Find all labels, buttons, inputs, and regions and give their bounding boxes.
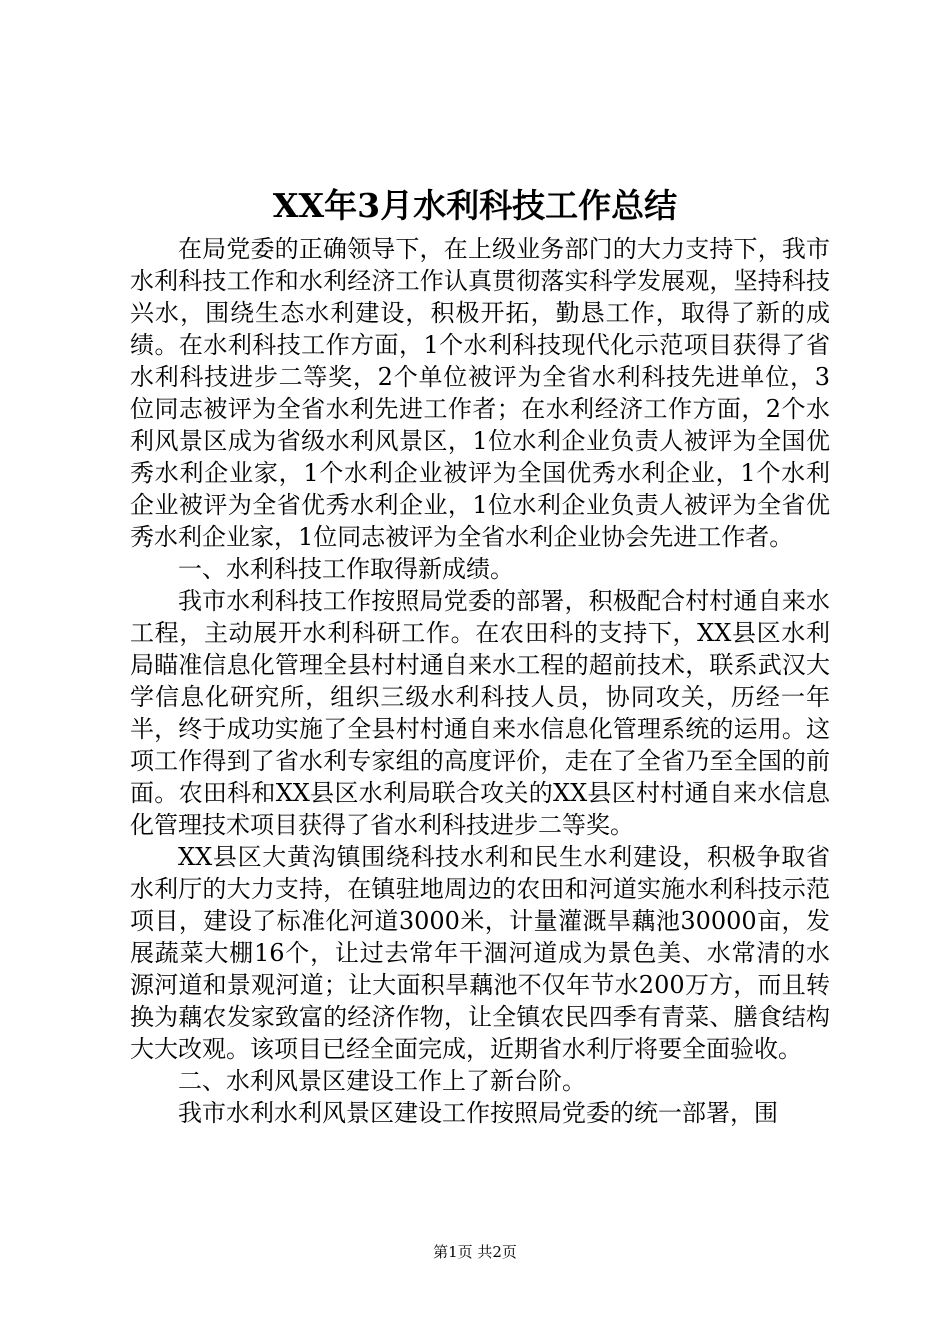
paragraph-intro: 在局党委的正确领导下，在上级业务部门的大力支持下，我市水利科技工作和水利经济工作认真贯彻落实科学发展观，坚持科技兴水，围绕生态水利建设，积极开拓，勤恳工作，取得了新的成绩。在水利科技工作方面，1个水利科技现代化示范项目获得了省水利科技进步二等奖，2个单位被评为全省水利科技先进单位，3位同志被评为全省水利先进工作者；在水利经济工作方面，2个水利风景区成为省级水利风景区，1位水利企业负责人被评为全国优秀水利企业家，1个水利企业被评为全国优秀水利企业，1个水利企业被评为全省优秀水利企业，1位水利企业负责人被评为全省优秀水利企业家，1位同志被评为全省水利企业协会先进工作者。 <box>130 235 830 551</box>
section-heading-1: 一、水利科技工作取得新成绩。 <box>178 555 514 583</box>
section-heading-2: 二、水利风景区建设工作上了新台阶。 <box>178 1067 586 1095</box>
document-title: XX年3月水利科技工作总结 <box>272 186 678 225</box>
page-footer: 第1页 共2页 <box>433 1243 517 1261</box>
paragraph-section-2a: 我市水利水利风景区建设工作按照局党委的统一部署，围 <box>178 1099 778 1127</box>
paragraph-section-1b: XX县区大黄沟镇围绕科技水利和民生水利建设，积极争取省水利厅的大力支持，在镇驻地周边的农田和河道实施水利科技示范项目，建设了标准化河道3000米，计量灌溉旱藕池30000亩，发展蔬菜大棚16个，让过去常年干涸河道成为景色美、水常清的水源河道和景观河道；让大面积旱藕池不仅年节水200万方，而且转换为藕农发家致富的经济作物，让全镇农民四季有青菜、膳食结构大大改观。该项目已经全面完成，近期省水利厅将要全面验收。 <box>130 843 830 1063</box>
document-body <box>130 233 830 1129</box>
paragraph-section-1a: 我市水利科技工作按照局党委的部署，积极配合村村通自来水工程，主动展开水利科研工作。在农田科的支持下，XX县区水利局瞄准信息化管理全县村村通自来水工程的超前技术，联系武汉大学信息化研究所，组织三级水利科技人员，协同攻关，历经一年半，终于成功实施了全县村村通自来水信息化管理系统的运用。这项工作得到了省水利专家组的高度评价，走在了全省乃至全国的前面。农田科和XX县区水利局联合攻关的XX县区村村通自来水信息化管理技术项目获得了省水利科技进步二等奖。 <box>130 587 830 839</box>
